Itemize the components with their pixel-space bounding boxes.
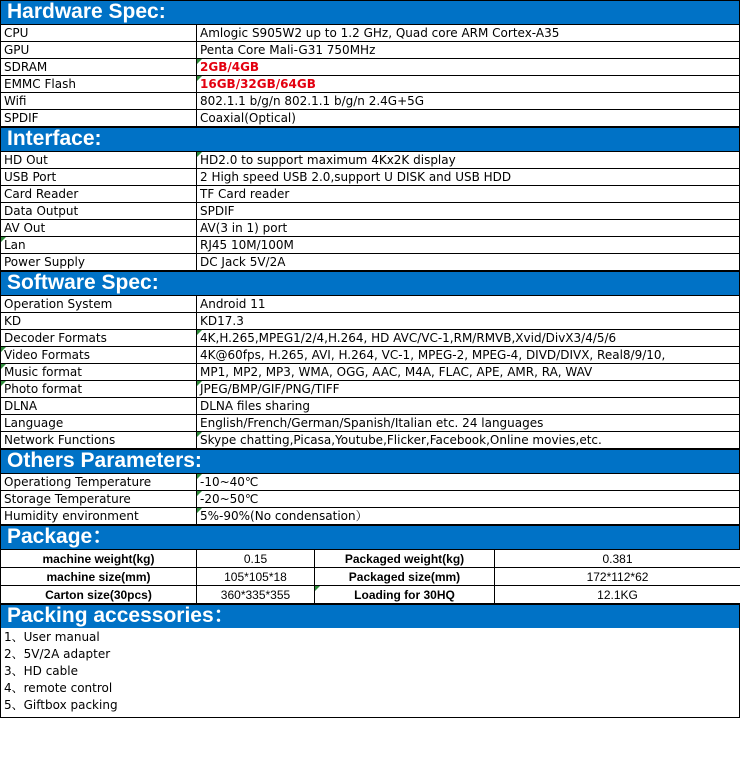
- spec-label: SDRAM: [1, 59, 197, 76]
- package-value: 0.381: [495, 550, 740, 568]
- table-row: [1, 25, 740, 42]
- spec-value: -20~50℃: [197, 491, 740, 508]
- table-row: [1, 110, 740, 127]
- section-header-interface: Interface:: [0, 127, 740, 151]
- table-row: [1, 474, 740, 491]
- others-table: [0, 473, 740, 525]
- package-label: Packaged size(mm): [315, 568, 495, 586]
- spec-label: GPU: [1, 42, 197, 59]
- spec-label: Lan: [1, 237, 197, 254]
- spec-label: Data Output: [1, 203, 197, 220]
- spec-label: Operationg Temperature: [1, 474, 197, 491]
- spec-value: 4K@60fps, H.265, AVI, H.264, VC-1, MPEG-2, MPEG-4, DIVD/DIVX, Real8/9/10,: [197, 347, 740, 364]
- table-row: [1, 568, 740, 586]
- table-row: [1, 220, 740, 237]
- package-label: machine size(mm): [1, 568, 197, 586]
- spec-label: Wifi: [1, 93, 197, 110]
- list-item: 4、remote control: [4, 681, 113, 695]
- table-row: [1, 169, 740, 186]
- spec-value: 5%-90%(No condensation）: [197, 508, 740, 525]
- spec-value: AV(3 in 1) port: [197, 220, 740, 237]
- spec-value: Android 11: [197, 296, 740, 313]
- accessories-list: [0, 628, 740, 718]
- package-label: machine weight(kg): [1, 550, 197, 568]
- spec-value: 4K,H.265,MPEG1/2/4,H.264, HD AVC/VC-1,RM/RMVB,Xvid/DivX3/4/5/6: [197, 330, 740, 347]
- spec-label: Humidity environment: [1, 508, 197, 525]
- table-row: [1, 93, 740, 110]
- table-row: [1, 186, 740, 203]
- table-row: [1, 508, 740, 525]
- spec-value: Penta Core Mali-G31 750MHz: [197, 42, 740, 59]
- spec-label: Operation System: [1, 296, 197, 313]
- spec-value: JPEG/BMP/GIF/PNG/TIFF: [197, 381, 740, 398]
- package-value: 360*335*355: [197, 586, 315, 604]
- table-row: [1, 330, 740, 347]
- spec-value: DC Jack 5V/2A: [197, 254, 740, 271]
- spec-value: 802.1.1 b/g/n 802.1.1 b/g/n 2.4G+5G: [197, 93, 740, 110]
- spec-value: MP1, MP2, MP3, WMA, OGG, AAC, M4A, FLAC, APE, AMR, RA, WAV: [197, 364, 740, 381]
- spec-label: Network Functions: [1, 432, 197, 449]
- hardware-table: [0, 24, 740, 127]
- table-row: [1, 59, 740, 76]
- spec-value: SPDIF: [197, 203, 740, 220]
- spec-label: Storage Temperature: [1, 491, 197, 508]
- spec-label: USB Port: [1, 169, 197, 186]
- list-item: 2、5V/2A adapter: [4, 647, 111, 661]
- table-row: [1, 381, 740, 398]
- table-row: [1, 347, 740, 364]
- package-value: 105*105*18: [197, 568, 315, 586]
- package-value: 172*112*62: [495, 568, 740, 586]
- table-row: [1, 586, 740, 604]
- spec-label: Language: [1, 415, 197, 432]
- table-row: [1, 152, 740, 169]
- spec-value: 16GB/32GB/64GB: [197, 76, 740, 93]
- spec-label: Decoder Formats: [1, 330, 197, 347]
- spec-label: EMMC Flash: [1, 76, 197, 93]
- table-row: [1, 237, 740, 254]
- table-row: [1, 42, 740, 59]
- list-item: 5、Giftbox packing: [4, 698, 118, 712]
- spec-value: -10~40℃: [197, 474, 740, 491]
- spec-label: DLNA: [1, 398, 197, 415]
- table-row: [1, 398, 740, 415]
- spec-label: SPDIF: [1, 110, 197, 127]
- spec-value: Amlogic S905W2 up to 1.2 GHz, Quad core ARM Cortex-A35: [197, 25, 740, 42]
- table-row: [1, 203, 740, 220]
- table-row: [1, 491, 740, 508]
- section-header-accessories: Packing accessories：: [0, 604, 740, 628]
- table-row: [1, 76, 740, 93]
- table-row: [1, 432, 740, 449]
- table-row: [1, 364, 740, 381]
- spec-label: Card Reader: [1, 186, 197, 203]
- spec-label: CPU: [1, 25, 197, 42]
- software-table: [0, 295, 740, 449]
- table-row: [1, 550, 740, 568]
- spec-value: English/French/German/Spanish/Italian etc. 24 languages: [197, 415, 740, 432]
- spec-value: 2GB/4GB: [197, 59, 740, 76]
- package-label: Packaged weight(kg): [315, 550, 495, 568]
- section-header-package: Package：: [0, 525, 740, 549]
- spec-label: KD: [1, 313, 197, 330]
- spec-label: Power Supply: [1, 254, 197, 271]
- spec-label: Video Formats: [1, 347, 197, 364]
- spec-label: AV Out: [1, 220, 197, 237]
- package-table: [0, 549, 740, 604]
- table-row: [1, 254, 740, 271]
- list-item: 3、HD cable: [4, 664, 78, 678]
- spec-value: Coaxial(Optical): [197, 110, 740, 127]
- spec-value: DLNA files sharing: [197, 398, 740, 415]
- interface-table: [0, 151, 740, 271]
- table-row: [1, 296, 740, 313]
- spec-value: 2 High speed USB 2.0,support U DISK and USB HDD: [197, 169, 740, 186]
- spec-value: RJ45 10M/100M: [197, 237, 740, 254]
- section-header-hardware: Hardware Spec:: [0, 0, 740, 24]
- spec-value: Skype chatting,Picasa,Youtube,Flicker,Facebook,Online movies,etc.: [197, 432, 740, 449]
- section-header-software: Software Spec:: [0, 271, 740, 295]
- spec-value: KD17.3: [197, 313, 740, 330]
- spec-value: HD2.0 to support maximum 4Kx2K display: [197, 152, 740, 169]
- table-row: [1, 313, 740, 330]
- package-label: Carton size(30pcs): [1, 586, 197, 604]
- package-value: 12.1KG: [495, 586, 740, 604]
- spec-label: Music format: [1, 364, 197, 381]
- package-label: Loading for 30HQ: [315, 586, 495, 604]
- spec-label: HD Out: [1, 152, 197, 169]
- table-row: [1, 415, 740, 432]
- spec-value: TF Card reader: [197, 186, 740, 203]
- section-header-others: Others Parameters:: [0, 449, 740, 473]
- list-item: 1、User manual: [4, 630, 100, 644]
- spec-label: Photo format: [1, 381, 197, 398]
- package-value: 0.15: [197, 550, 315, 568]
